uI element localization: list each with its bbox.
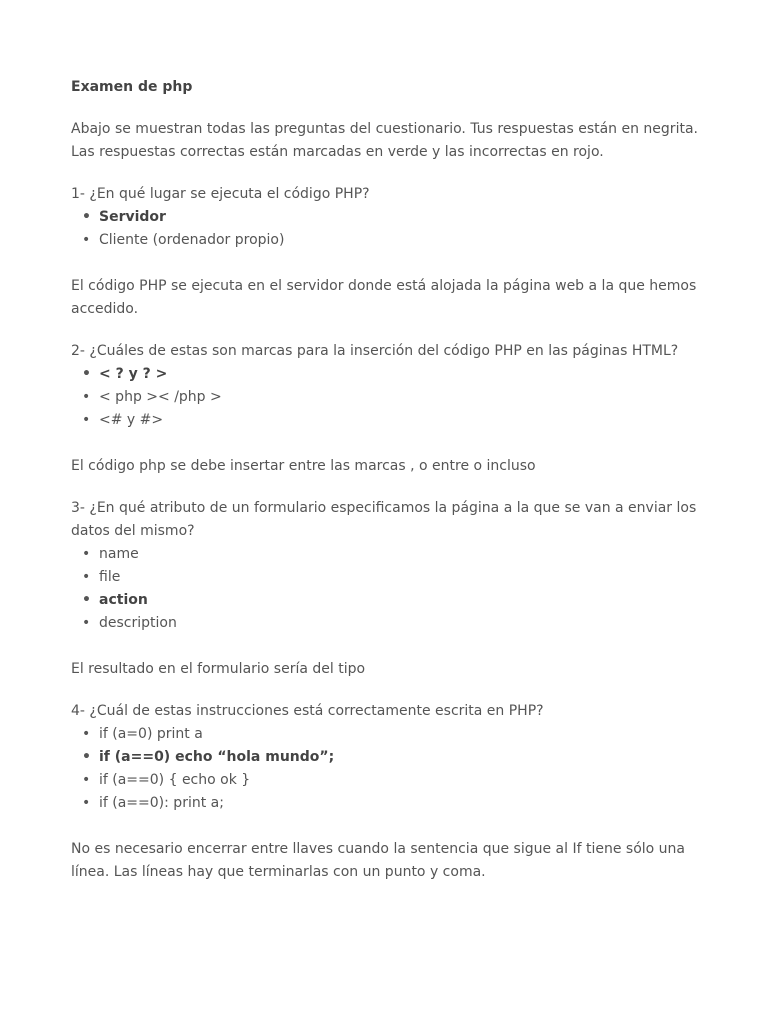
question-1-options — [71, 206, 711, 252]
answer-option: • action — [71, 589, 711, 612]
explanation-1: El código PHP se ejecuta en el servidor donde está alojada la página web a la que hemos accedido. — [71, 278, 697, 317]
explanation-2: El código php se debe insertar entre las marcas , o entre o incluso — [71, 458, 536, 474]
answer-option: • name — [71, 543, 711, 566]
answer-option: • Cliente (ordenador propio) — [71, 229, 711, 252]
answer-option: • if (a==0) { echo ok } — [71, 769, 711, 792]
answer-option: • file — [71, 566, 711, 589]
answer-option: • if (a==0): print a; — [71, 792, 711, 815]
explanation-4: No es necesario encerrar entre llaves cuando la sentencia que sigue al If tiene sólo una línea. Las líneas hay que terminarlas con un punto y coma. — [71, 841, 686, 880]
answer-option: • description — [71, 612, 711, 635]
answer-option: • if (a=0) print a — [71, 723, 711, 746]
answer-option: • <# y #> — [71, 409, 711, 432]
answer-option: • Servidor — [71, 206, 711, 229]
question-2-options — [71, 363, 711, 432]
question-4: 4- ¿Cuál de estas instrucciones está correctamente escrita en PHP? — [71, 703, 544, 719]
page-title: Examen de php — [71, 79, 193, 95]
explanation-3: El resultado en el formulario sería del tipo — [71, 661, 366, 677]
answer-option: • < ? y ? > — [71, 363, 711, 386]
question-1: 1- ¿En qué lugar se ejecuta el código PHP? — [71, 186, 370, 202]
intro-paragraph: Abajo se muestran todas las preguntas del cuestionario. Tus respuestas están en negrita. Las respuestas correctas están marcadas en verde y las incorrectas en rojo. — [71, 121, 698, 160]
question-4-options — [71, 723, 711, 815]
question-3: 3- ¿En qué atributo de un formulario especificamos la página a la que se van a enviar los datos del mismo? — [71, 500, 697, 539]
question-3-options — [71, 543, 711, 635]
answer-option: • < php >< /php > — [71, 386, 711, 409]
question-2: 2- ¿Cuáles de estas son marcas para la inserción del código PHP en las páginas HTML? — [71, 343, 679, 359]
document-content — [71, 76, 711, 903]
answer-option: • if (a==0) echo “hola mundo”; — [71, 746, 711, 769]
